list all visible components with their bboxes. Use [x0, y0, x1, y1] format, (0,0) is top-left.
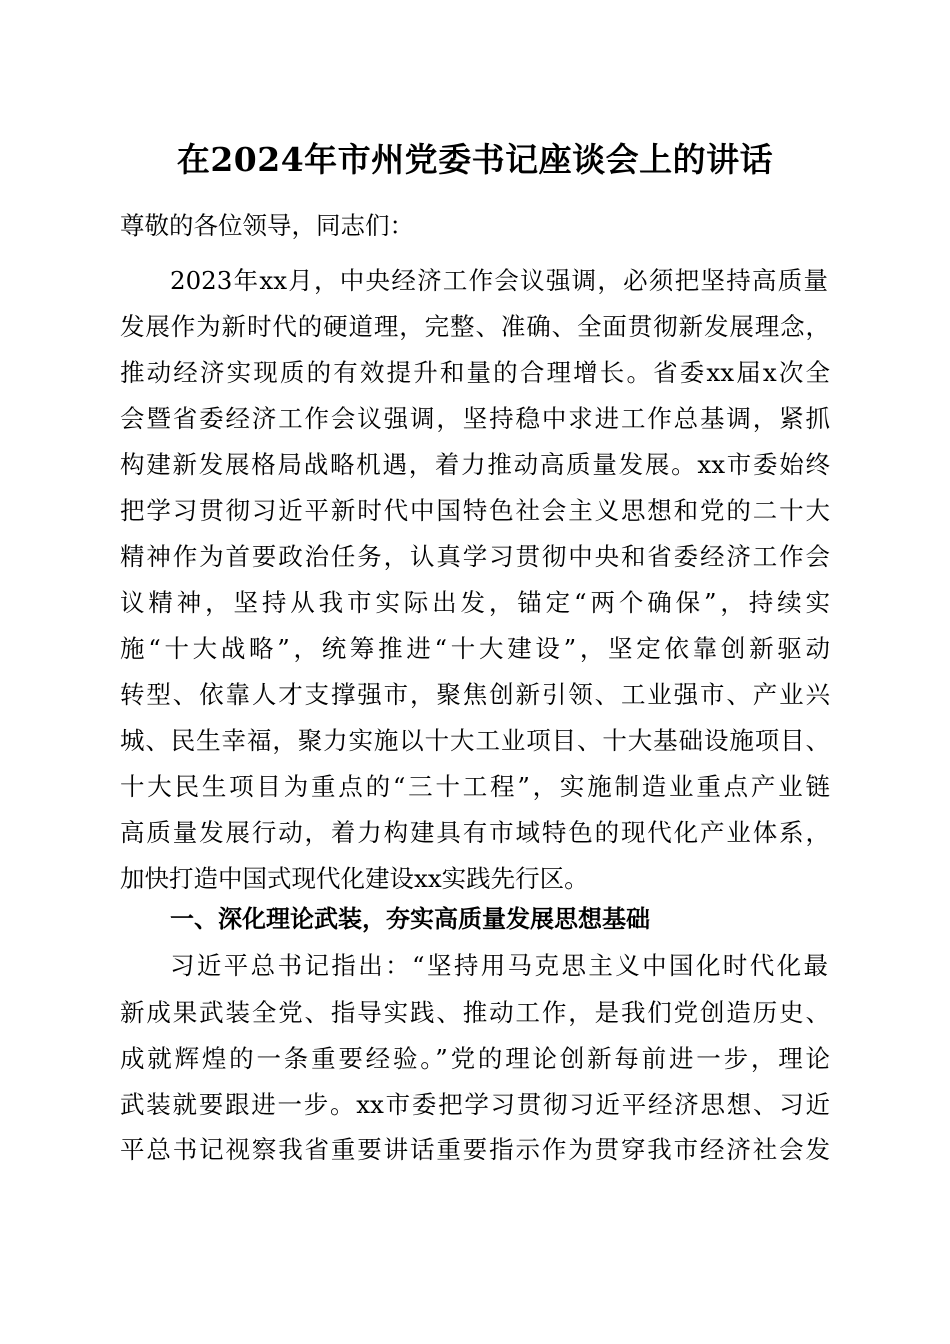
salutation: 尊敬的各位领导，同志们：	[120, 211, 414, 240]
paragraph-line: 发展作为新时代的硬道理，完整、准确、全面贯彻新发展理念，	[120, 312, 830, 341]
paragraph-line: 新成果武装全党、指导实践、推动工作，是我们党创造历史、	[120, 998, 830, 1027]
section-heading: 一、深化理论武装，夯实高质量发展思想基础	[170, 905, 650, 933]
paragraph-line: 武装就要跟进一步。xx市委把学习贯彻习近平经济思想、习近	[120, 1090, 830, 1119]
paragraph-line: 加快打造中国式现代化建设xx实践先行区。	[120, 864, 589, 893]
paragraph-line: 施“十大战略”，统筹推进“十大建设”，坚定依靠创新驱动	[120, 634, 830, 663]
paragraph-line: 议精神，坚持从我市实际出发，锚定“两个确保”，持续实	[120, 588, 830, 617]
paragraph-line: 精神作为首要政治任务，认真学习贯彻中央和省委经济工作会	[120, 542, 830, 571]
paragraph-line: 会暨省委经济工作会议强调，坚持稳中求进工作总基调，紧抓	[120, 404, 830, 433]
paragraph-line: 2023年xx月，中央经济工作会议强调，必须把坚持高质量	[170, 266, 828, 295]
paragraph-line: 推动经济实现质的有效提升和量的合理增长。省委xx届x次全	[120, 358, 830, 387]
paragraph-line: 高质量发展行动，着力构建具有市域特色的现代化产业体系，	[120, 818, 830, 847]
paragraph-line: 成就辉煌的一条重要经验。”党的理论创新每前进一步，理论	[120, 1044, 830, 1073]
paragraph-line: 转型、依靠人才支撑强市，聚焦创新引领、工业强市、产业兴	[120, 680, 830, 709]
paragraph-line: 构建新发展格局战略机遇，着力推动高质量发展。xx市委始终	[120, 450, 830, 479]
paragraph-line: 习近平总书记指出：“坚持用马克思主义中国化时代化最	[170, 951, 828, 980]
paragraph-line: 把学习贯彻习近平新时代中国特色社会主义思想和党的二十大	[120, 496, 830, 525]
paragraph-line: 城、民生幸福，聚力实施以十大工业项目、十大基础设施项目、	[120, 726, 830, 755]
document-title: 在2024年市州党委书记座谈会上的讲话	[176, 140, 774, 179]
paragraph-line: 平总书记视察我省重要讲话重要指示作为贯穿我市经济社会发	[120, 1135, 830, 1164]
paragraph-line: 十大民生项目为重点的“三十工程”，实施制造业重点产业链	[120, 772, 830, 801]
